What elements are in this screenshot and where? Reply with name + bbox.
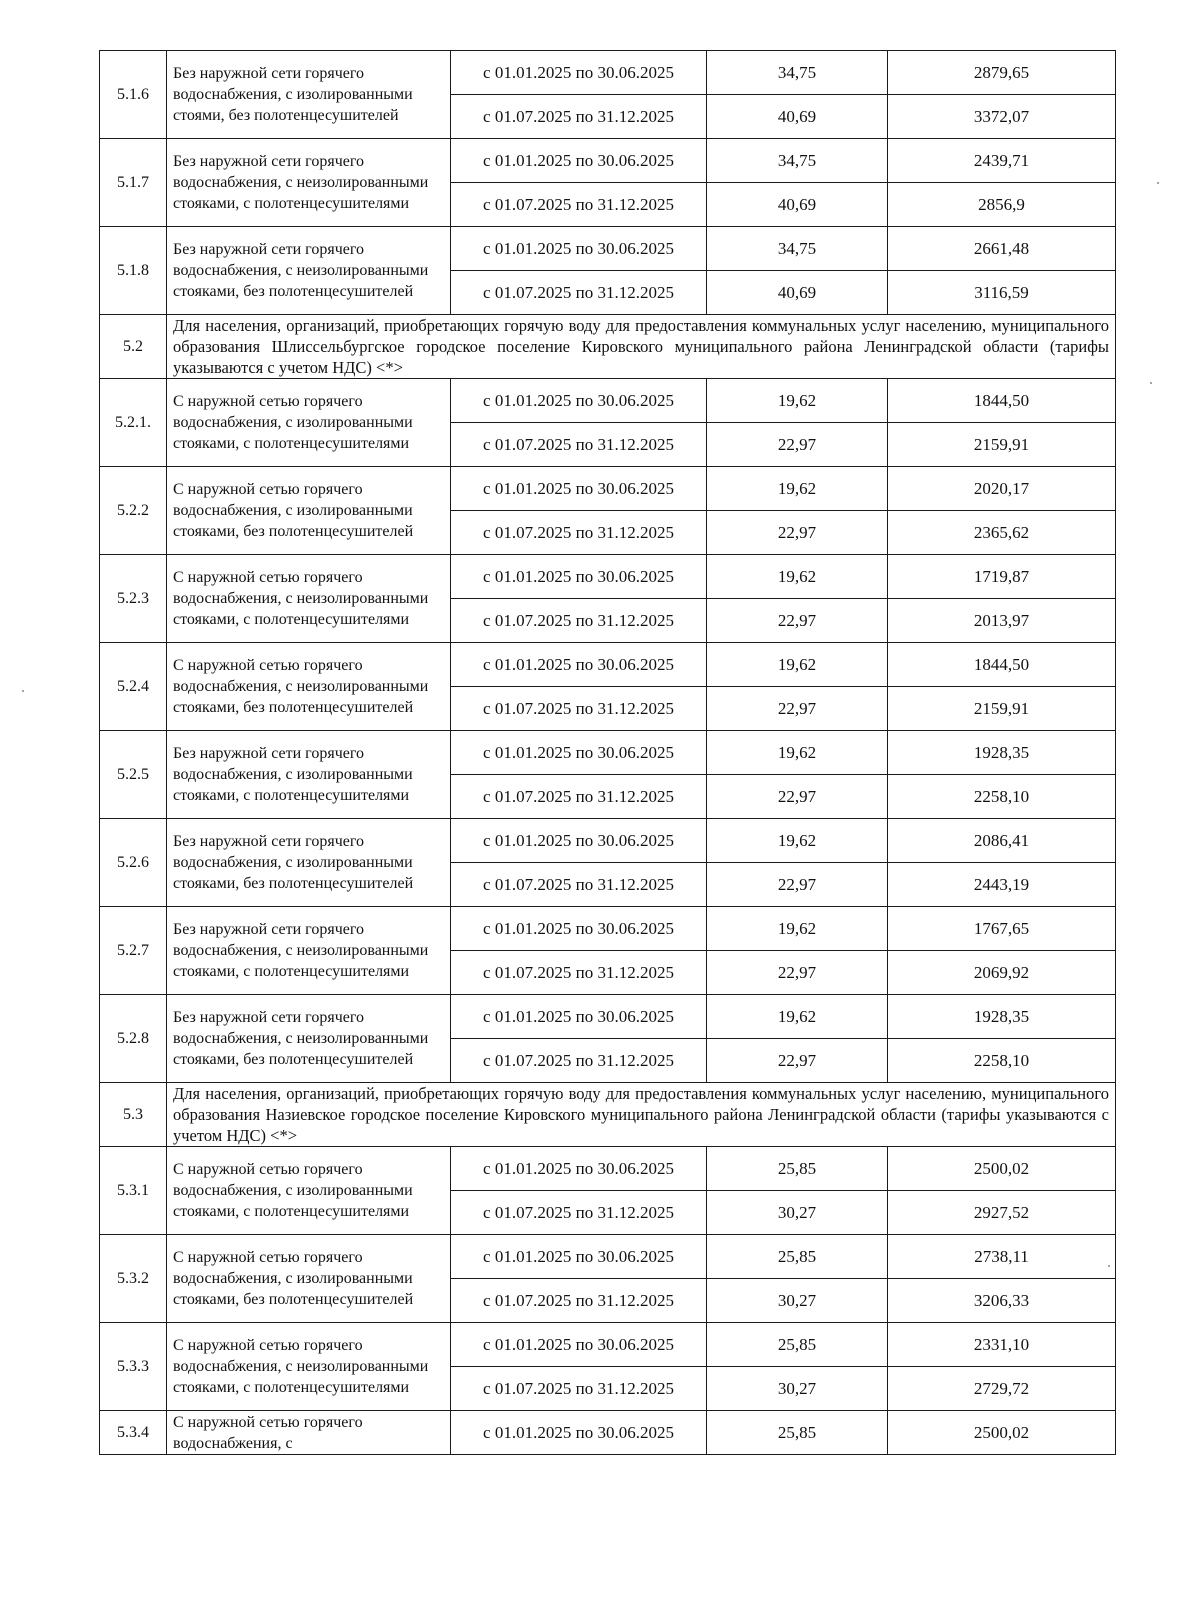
tariff-value-cell: 2013,97 [888,599,1116,643]
period-cell: с 01.07.2025 по 31.12.2025 [451,1367,707,1411]
tariff-value-cell: 1844,50 [888,379,1116,423]
period-cell: с 01.07.2025 по 31.12.2025 [451,1279,707,1323]
item-description: С наружной сетью горячего водоснабжения, с неизолированными стояками, с полотенцесушителями [167,555,451,643]
tariff-value-cell: 2738,11 [888,1235,1116,1279]
period-cell: с 01.07.2025 по 31.12.2025 [451,271,707,315]
period-cell: с 01.07.2025 по 31.12.2025 [451,599,707,643]
item-number: 5.2.8 [100,995,167,1083]
period-cell: с 01.07.2025 по 31.12.2025 [451,687,707,731]
tariff-value-cell: 1928,35 [888,995,1116,1039]
tariff-value-cell: 22,97 [707,687,888,731]
period-cell: с 01.07.2025 по 31.12.2025 [451,95,707,139]
tariff-value-cell: 22,97 [707,951,888,995]
item-number: 5.1.8 [100,227,167,315]
tariff-value-cell: 19,62 [707,907,888,951]
item-description: Без наружной сети горячего водоснабжения, с неизолированными стояками, с полотенцесушителями [167,907,451,995]
table-row [100,819,1116,863]
tariff-value-cell: 2879,65 [888,51,1116,95]
period-cell: с 01.07.2025 по 31.12.2025 [451,775,707,819]
tariff-value-cell: 19,62 [707,731,888,775]
item-description: Без наружной сети горячего водоснабжения, с неизолированными стояками, без полотенцесушителей [167,995,451,1083]
period-cell: с 01.07.2025 по 31.12.2025 [451,951,707,995]
period-cell: с 01.07.2025 по 31.12.2025 [451,183,707,227]
table-row [100,139,1116,183]
tariff-value-cell: 40,69 [707,271,888,315]
tariff-value-cell: 2086,41 [888,819,1116,863]
period-cell: с 01.07.2025 по 31.12.2025 [451,863,707,907]
period-cell: с 01.01.2025 по 30.06.2025 [451,1411,707,1455]
table-row [100,1411,1116,1455]
period-cell: с 01.07.2025 по 31.12.2025 [451,511,707,555]
tariff-value-cell: 30,27 [707,1279,888,1323]
tariff-value-cell: 19,62 [707,467,888,511]
tariff-value-cell: 2443,19 [888,863,1116,907]
tariff-value-cell: 2500,02 [888,1147,1116,1191]
period-cell: с 01.07.2025 по 31.12.2025 [451,423,707,467]
tariff-value-cell: 2439,71 [888,139,1116,183]
item-number: 5.2.7 [100,907,167,995]
tariff-value-cell: 25,85 [707,1235,888,1279]
tariff-value-cell: 19,62 [707,379,888,423]
tariff-value-cell: 2729,72 [888,1367,1116,1411]
period-cell: с 01.01.2025 по 30.06.2025 [451,1323,707,1367]
tariff-value-cell: 25,85 [707,1147,888,1191]
tariff-value-cell: 22,97 [707,775,888,819]
period-cell: с 01.01.2025 по 30.06.2025 [451,643,707,687]
table-row [100,1323,1116,1367]
section-number: 5.2 [100,315,167,379]
tariff-value-cell: 30,27 [707,1367,888,1411]
tariff-value-cell: 2159,91 [888,687,1116,731]
tariff-table [99,50,1116,1455]
tariff-value-cell: 3372,07 [888,95,1116,139]
tariff-value-cell: 40,69 [707,183,888,227]
period-cell: с 01.01.2025 по 30.06.2025 [451,1147,707,1191]
tariff-value-cell: 1767,65 [888,907,1116,951]
tariff-value-cell: 2661,48 [888,227,1116,271]
period-cell: с 01.07.2025 по 31.12.2025 [451,1039,707,1083]
tariff-value-cell: 22,97 [707,599,888,643]
scan-speck [22,690,24,692]
tariff-value-cell: 34,75 [707,139,888,183]
scan-speck [1108,1265,1110,1267]
item-description: С наружной сетью горячего водоснабжения, с изолированными стояками, без полотенцесушителей [167,1235,451,1323]
item-description: С наружной сетью горячего водоснабжения, с неизолированными стояками, без полотенцесушителей [167,643,451,731]
item-number: 5.2.3 [100,555,167,643]
item-description: Без наружной сети горячего водоснабжения, с неизолированными стояками, с полотенцесушителями [167,139,451,227]
table-row [100,467,1116,511]
section-number: 5.3 [100,1083,167,1147]
tariff-value-cell: 2856,9 [888,183,1116,227]
item-description: Без наружной сети горячего водоснабжения, с изолированными стоями, без полотенцесушителей [167,51,451,139]
item-description: С наружной сетью горячего водоснабжения, с [167,1411,451,1455]
table-row [100,379,1116,423]
period-cell: с 01.01.2025 по 30.06.2025 [451,555,707,599]
document-page [99,50,1115,1455]
tariff-value-cell: 2331,10 [888,1323,1116,1367]
tariff-value-cell: 2258,10 [888,1039,1116,1083]
section-title: Для населения, организаций, приобретающих горячую воду для предоставления коммунальных услуг населению, муниципального образования Шлиссельбургское городское поселение Кировского муниципального района Ленинградской области (тарифы указываются с учетом НДС) <*> [167,315,1116,379]
tariff-value-cell: 19,62 [707,555,888,599]
item-description: С наружной сетью горячего водоснабжения, с неизолированными стояками, с полотенцесушителями [167,1323,451,1411]
item-number: 5.3.4 [100,1411,167,1455]
item-number: 5.3.3 [100,1323,167,1411]
item-number: 5.2.4 [100,643,167,731]
table-row [100,995,1116,1039]
scan-speck [1150,382,1152,384]
table-row [100,643,1116,687]
period-cell: с 01.01.2025 по 30.06.2025 [451,995,707,1039]
tariff-value-cell: 30,27 [707,1191,888,1235]
item-description: С наружной сетью горячего водоснабжения, с изолированными стояками, без полотенцесушителей [167,467,451,555]
period-cell: с 01.01.2025 по 30.06.2025 [451,379,707,423]
tariff-value-cell: 1719,87 [888,555,1116,599]
tariff-value-cell: 34,75 [707,51,888,95]
period-cell: с 01.01.2025 по 30.06.2025 [451,907,707,951]
period-cell: с 01.01.2025 по 30.06.2025 [451,1235,707,1279]
item-number: 5.2.2 [100,467,167,555]
item-number: 5.2.1. [100,379,167,467]
item-description: Без наружной сети горячего водоснабжения, с неизолированными стояками, без полотенцесушителей [167,227,451,315]
period-cell: с 01.01.2025 по 30.06.2025 [451,731,707,775]
period-cell: с 01.01.2025 по 30.06.2025 [451,467,707,511]
item-number: 5.1.6 [100,51,167,139]
section-row [100,315,1116,379]
table-row [100,227,1116,271]
period-cell: с 01.01.2025 по 30.06.2025 [451,51,707,95]
item-number: 5.3.1 [100,1147,167,1235]
tariff-value-cell: 2069,92 [888,951,1116,995]
tariff-value-cell: 22,97 [707,511,888,555]
item-description: С наружной сетью горячего водоснабжения, с изолированными стояками, с полотенцесушителями [167,1147,451,1235]
period-cell: с 01.01.2025 по 30.06.2025 [451,227,707,271]
period-cell: с 01.01.2025 по 30.06.2025 [451,139,707,183]
tariff-value-cell: 40,69 [707,95,888,139]
section-title: Для населения, организаций, приобретающих горячую воду для предоставления коммунальных услуг населению, муниципального образования Назиевское городское поселение Кировского муниципального района Ленинградской области (тарифы указываются с учетом НДС) <*> [167,1083,1116,1147]
tariff-table-body [100,51,1116,1455]
scan-speck [1157,182,1159,184]
tariff-value-cell: 19,62 [707,995,888,1039]
item-description: С наружной сетью горячего водоснабжения, с изолированными стояками, с полотенцесушителями [167,379,451,467]
tariff-value-cell: 22,97 [707,863,888,907]
tariff-value-cell: 19,62 [707,819,888,863]
item-number: 5.2.6 [100,819,167,907]
table-row [100,51,1116,95]
tariff-value-cell: 3116,59 [888,271,1116,315]
tariff-value-cell: 25,85 [707,1323,888,1367]
tariff-value-cell: 2159,91 [888,423,1116,467]
table-row [100,731,1116,775]
tariff-value-cell: 3206,33 [888,1279,1116,1323]
table-row [100,907,1116,951]
table-row [100,555,1116,599]
tariff-value-cell: 2500,02 [888,1411,1116,1455]
tariff-value-cell: 22,97 [707,1039,888,1083]
period-cell: с 01.07.2025 по 31.12.2025 [451,1191,707,1235]
table-row [100,1235,1116,1279]
item-number: 5.1.7 [100,139,167,227]
tariff-value-cell: 19,62 [707,643,888,687]
period-cell: с 01.01.2025 по 30.06.2025 [451,819,707,863]
item-number: 5.3.2 [100,1235,167,1323]
tariff-value-cell: 2258,10 [888,775,1116,819]
tariff-value-cell: 25,85 [707,1411,888,1455]
item-description: Без наружной сети горячего водоснабжения, с изолированными стояками, без полотенцесушителей [167,819,451,907]
table-row [100,1147,1116,1191]
tariff-value-cell: 22,97 [707,423,888,467]
tariff-value-cell: 34,75 [707,227,888,271]
tariff-value-cell: 2365,62 [888,511,1116,555]
tariff-value-cell: 2020,17 [888,467,1116,511]
item-number: 5.2.5 [100,731,167,819]
section-row [100,1083,1116,1147]
tariff-value-cell: 2927,52 [888,1191,1116,1235]
tariff-value-cell: 1928,35 [888,731,1116,775]
item-description: Без наружной сети горячего водоснабжения, с изолированными стояками, с полотенцесушителями [167,731,451,819]
tariff-value-cell: 1844,50 [888,643,1116,687]
